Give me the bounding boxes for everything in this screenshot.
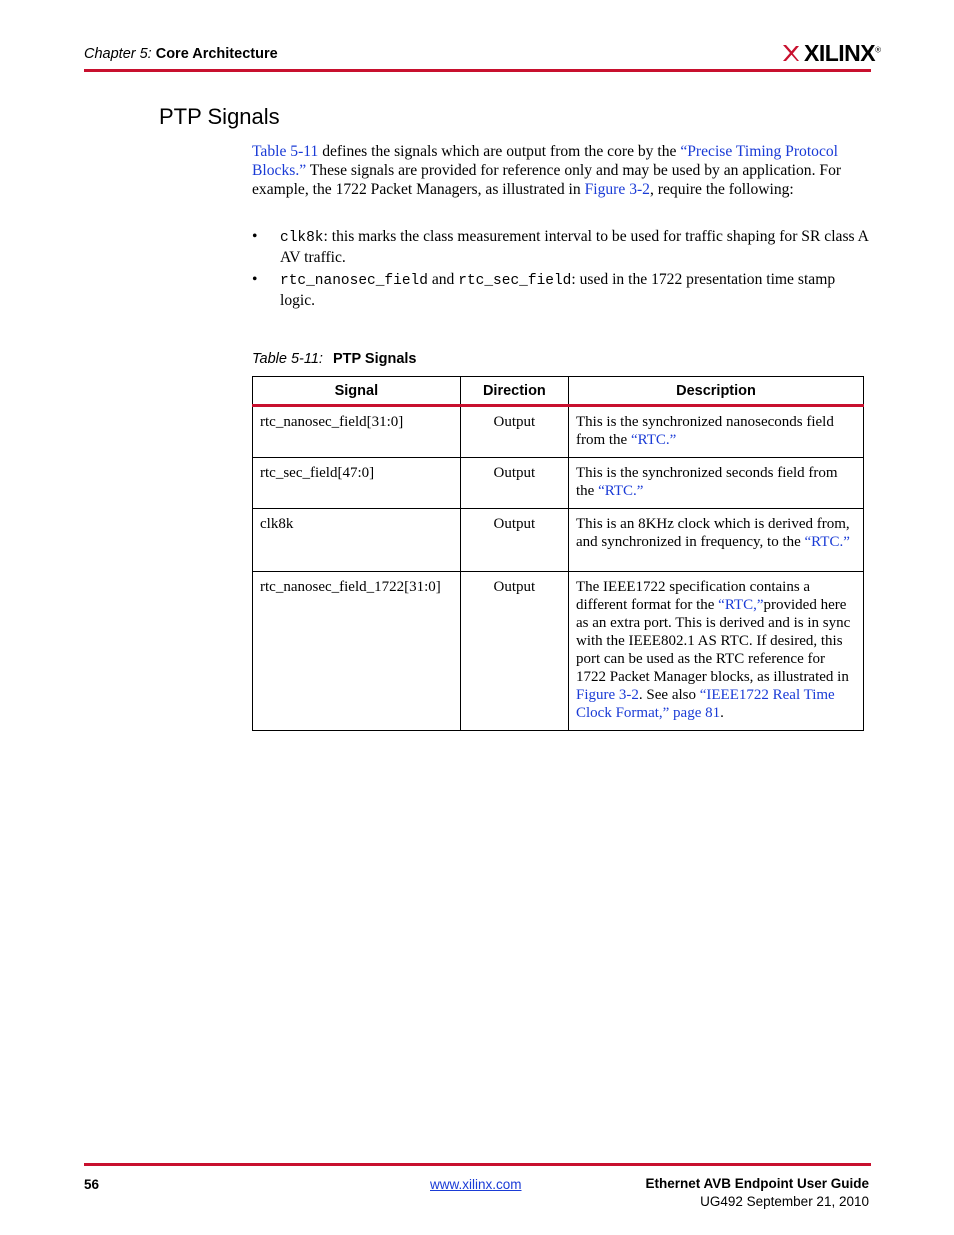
intro-text-1: defines the signals which are output from the core by the <box>318 143 681 160</box>
description-cell <box>568 572 863 731</box>
intro-paragraph <box>252 142 862 199</box>
rtc-link[interactable]: “RTC.” <box>804 534 850 550</box>
rtc-link[interactable]: “RTC,” <box>718 597 764 613</box>
bullet-item <box>252 227 870 267</box>
header-signal: Signal <box>253 377 461 406</box>
bullet-dot-icon: • <box>252 228 258 245</box>
logo-text: XILINX <box>804 39 876 66</box>
figure-3-2-link[interactable]: Figure 3-2 <box>584 181 650 198</box>
table-row <box>253 572 864 731</box>
code-rtc-sec-field: rtc_sec_field <box>458 273 572 289</box>
description-text: provided here as an extra port. This is derived and is in sync with the IEEE802.1 AS RTC. If desired, this port can be used as the RTC reference for 1722 Packet Manager blocks, as illustrated in <box>575 597 851 685</box>
ieee1722-rtc-format-link[interactable]: “IEEE1722 Real Time Clock Format,” page 81 <box>575 687 835 721</box>
description-text: This is the synchronized nanoseconds field from the <box>575 414 834 448</box>
description-text: . See also <box>638 687 700 703</box>
description-text: The IEEE1722 specification contains a different format for the <box>575 579 811 613</box>
bullet-text: : this marks the class measurement interval to be used for traffic shaping for SR class A AV traffic. <box>280 228 869 266</box>
intro-text-2: These signals are provided for reference only and may be used by an application. For example, the 1722 Packet Managers, as illustrated in <box>252 162 842 198</box>
code-rtc-nanosec-field: rtc_nanosec_field <box>280 273 428 289</box>
direction-cell: Output <box>460 406 568 458</box>
header-description: Description <box>568 377 863 406</box>
signal-cell: rtc_sec_field[47:0] <box>253 458 461 509</box>
direction-cell: Output <box>460 572 568 731</box>
table-caption-number: Table 5-11: <box>252 351 323 367</box>
figure-3-2-link[interactable]: Figure 3-2 <box>575 687 639 703</box>
description-cell <box>568 406 863 458</box>
header-direction: Direction <box>460 377 568 406</box>
running-header <box>84 46 278 62</box>
logo-registered-mark: ® <box>875 44 881 54</box>
table-row <box>253 458 864 509</box>
doc-id-date: UG492 September 21, 2010 <box>700 1194 869 1209</box>
precise-timing-link[interactable]: “Precise Timing Protocol Blocks.” <box>252 143 839 179</box>
table-caption-title: PTP Signals <box>332 351 417 367</box>
code-clk8k: clk8k <box>280 230 324 246</box>
logo-wordmark <box>804 40 881 67</box>
xilinx-website-link[interactable]: www.xilinx.com <box>430 1177 522 1192</box>
description-text: . <box>720 705 724 721</box>
signal-cell: rtc_nanosec_field_1722[31:0] <box>253 572 461 731</box>
direction-cell: Output <box>460 458 568 509</box>
table-header-row <box>253 377 864 406</box>
header-rule <box>84 69 871 72</box>
rtc-link[interactable]: “RTC.” <box>630 432 677 448</box>
signal-cell: clk8k <box>253 509 461 572</box>
ptp-signals-table <box>252 376 864 731</box>
signal-cell: rtc_nanosec_field[31:0] <box>253 406 461 458</box>
bullet-text: : used in the 1722 presentation time stamp logic. <box>280 271 836 309</box>
description-cell <box>568 509 863 572</box>
page-number: 56 <box>84 1177 100 1192</box>
rtc-link[interactable]: “RTC.” <box>598 483 644 499</box>
description-cell <box>568 458 863 509</box>
table-row <box>253 406 864 458</box>
description-text: This is the synchronized seconds field from the <box>575 465 838 499</box>
xilinx-logo-mark-icon <box>782 44 800 62</box>
section-title: PTP Signals <box>159 104 280 129</box>
table-caption <box>252 351 417 367</box>
guide-title: Ethernet AVB Endpoint User Guide <box>645 1176 869 1191</box>
footer-rule <box>84 1163 871 1166</box>
chapter-label: Chapter 5: <box>84 46 152 62</box>
bullet-item <box>252 270 870 310</box>
xilinx-logo <box>782 38 881 68</box>
table-5-11-link[interactable]: Table 5-11 <box>252 143 319 160</box>
description-text: This is an 8KHz clock which is derived from, and synchronized in frequency, to the <box>575 516 850 550</box>
intro-text-3: , require the following: <box>649 181 794 198</box>
table-row <box>253 509 864 572</box>
direction-cell: Output <box>460 509 568 572</box>
bullet-dot-icon: • <box>252 271 258 288</box>
chapter-title: Core Architecture <box>155 46 278 62</box>
bullet-joiner: and <box>427 271 459 288</box>
